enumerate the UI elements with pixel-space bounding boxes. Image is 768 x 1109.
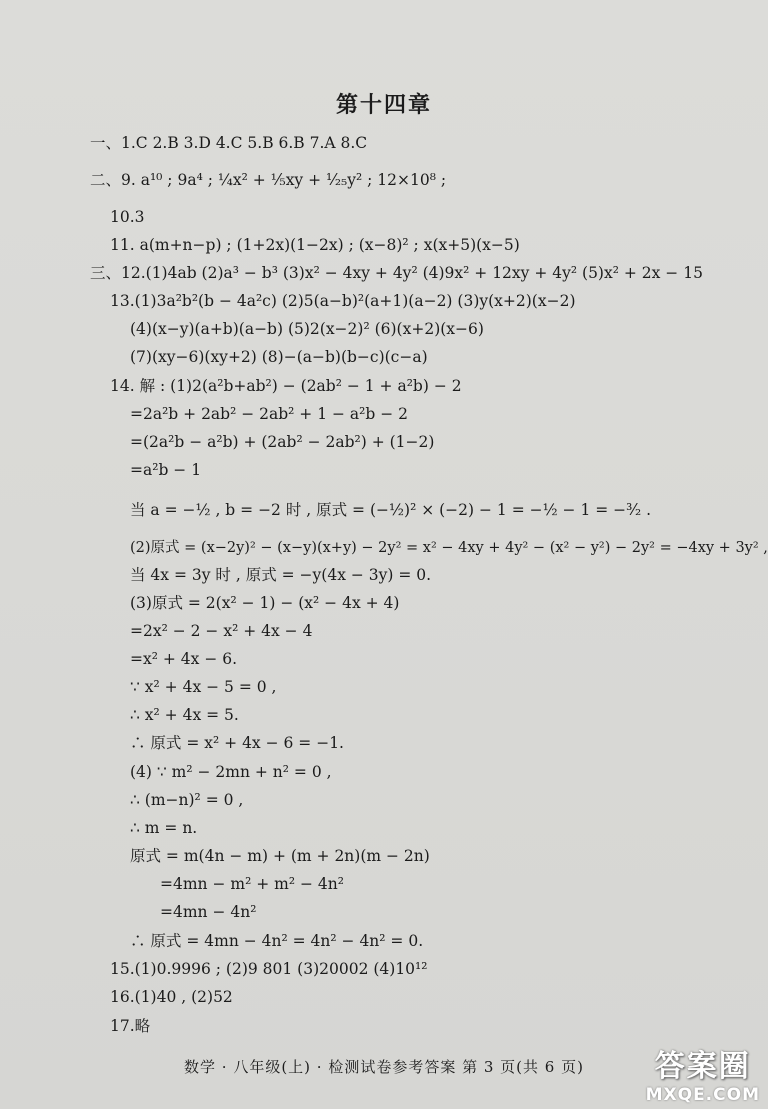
answer-line-14-2b: 当 4x = 3y 时 , 原式 = −y(4x − 3y) = 0. bbox=[130, 566, 432, 584]
answer-line-11: 11. a(m+n−p) ; (1+2x)(1−2x) ; (x−8)² ; x(x+5)(x−5) bbox=[110, 236, 520, 254]
answer-line-10: 10.3 bbox=[110, 208, 145, 226]
answer-line-14-1d: =a²b − 1 bbox=[130, 461, 202, 479]
answer-line-9: 二、9. a¹⁰ ; 9a⁴ ; ¼x² + ⅕xy + ¹⁄₂₅y² ; 12×10⁸ ; bbox=[90, 171, 447, 189]
answer-line-14-4e: =4mn − m² + m² − 4n² bbox=[160, 875, 344, 893]
answer-line-13a: 13.(1)3a²b²(b − 4a²c) (2)5(a−b)²(a+1)(a−2) (3)y(x+2)(x−2) bbox=[110, 292, 576, 310]
watermark-logo bbox=[646, 1041, 760, 1105]
answer-line-14-4c: ∴ m = n. bbox=[130, 819, 198, 837]
answer-line-15: 15.(1)0.9996 ; (2)9 801 (3)20002 (4)10¹² bbox=[110, 960, 428, 978]
watermark-text: 答案圈 bbox=[654, 1049, 751, 1084]
chapter-title: 第十四章 bbox=[335, 93, 432, 118]
answer-line-16: 16.(1)40 , (2)52 bbox=[110, 988, 233, 1006]
answer-line-14-1c: =(2a²b − a²b) + (2ab² − 2ab²) + (1−2) bbox=[130, 433, 435, 451]
answer-line-14-4b: ∴ (m−n)² = 0 , bbox=[130, 791, 244, 809]
answer-line-13c: (7)(xy−6)(xy+2) (8)−(a−b)(b−c)(c−a) bbox=[130, 348, 428, 366]
answer-line-14-1e: 当 a = −½ , b = −2 时 , 原式 = (−½)² × (−2) − 1 = −½ − 1 = −³⁄₂ . bbox=[130, 501, 652, 519]
answer-line-14-3e: ∴ x² + 4x = 5. bbox=[130, 706, 239, 724]
page-footer: 数学 · 八年级(上) · 检测试卷参考答案 第 3 页(共 6 页) bbox=[184, 1058, 584, 1076]
answer-line-14-4g: ∴ 原式 = 4mn − 4n² = 4n² − 4n² = 0. bbox=[130, 932, 424, 950]
answer-line-14-4: (4) ∵ m² − 2mn + n² = 0 , bbox=[130, 763, 332, 781]
answer-line-14-4f: =4mn − 4n² bbox=[160, 903, 257, 921]
answer-line-14-3b: =2x² − 2 − x² + 4x − 4 bbox=[130, 622, 313, 640]
answer-line-17: 17.略 bbox=[110, 1017, 151, 1035]
answer-line-mc: 一、1.C 2.B 3.D 4.C 5.B 6.B 7.A 8.C bbox=[90, 134, 368, 152]
watermark-url: MXQE.COM bbox=[645, 1085, 760, 1105]
answer-line-14-3c: =x² + 4x − 6. bbox=[130, 650, 238, 668]
answer-line-12: 三、12.(1)4ab (2)a³ − b³ (3)x² − 4xy + 4y² (4)9x² + 12xy + 4y² (5)x² + 2x − 15 bbox=[90, 264, 703, 282]
answer-line-14-1: 14. 解 : (1)2(a²b+ab²) − (2ab² − 1 + a²b) − 2 bbox=[110, 377, 462, 395]
answer-line-14-1b: =2a²b + 2ab² − 2ab² + 1 − a²b − 2 bbox=[130, 405, 409, 423]
answer-line-14-3: (3)原式 = 2(x² − 1) − (x² − 4x + 4) bbox=[130, 594, 400, 612]
answer-line-14-3f: ∴ 原式 = x² + 4x − 6 = −1. bbox=[130, 734, 344, 752]
answer-line-13b: (4)(x−y)(a+b)(a−b) (5)2(x−2)² (6)(x+2)(x−6) bbox=[130, 320, 484, 338]
answer-line-14-3d: ∵ x² + 4x − 5 = 0 , bbox=[130, 678, 277, 696]
answer-line-14-4d: 原式 = m(4n − m) + (m + 2n)(m − 2n) bbox=[130, 847, 430, 865]
answer-line-14-2: (2)原式 = (x−2y)² − (x−y)(x+y) − 2y² = x² − 4xy + 4y² − (x² − y²) − 2y² = −4xy + 3y² , bbox=[130, 540, 768, 556]
